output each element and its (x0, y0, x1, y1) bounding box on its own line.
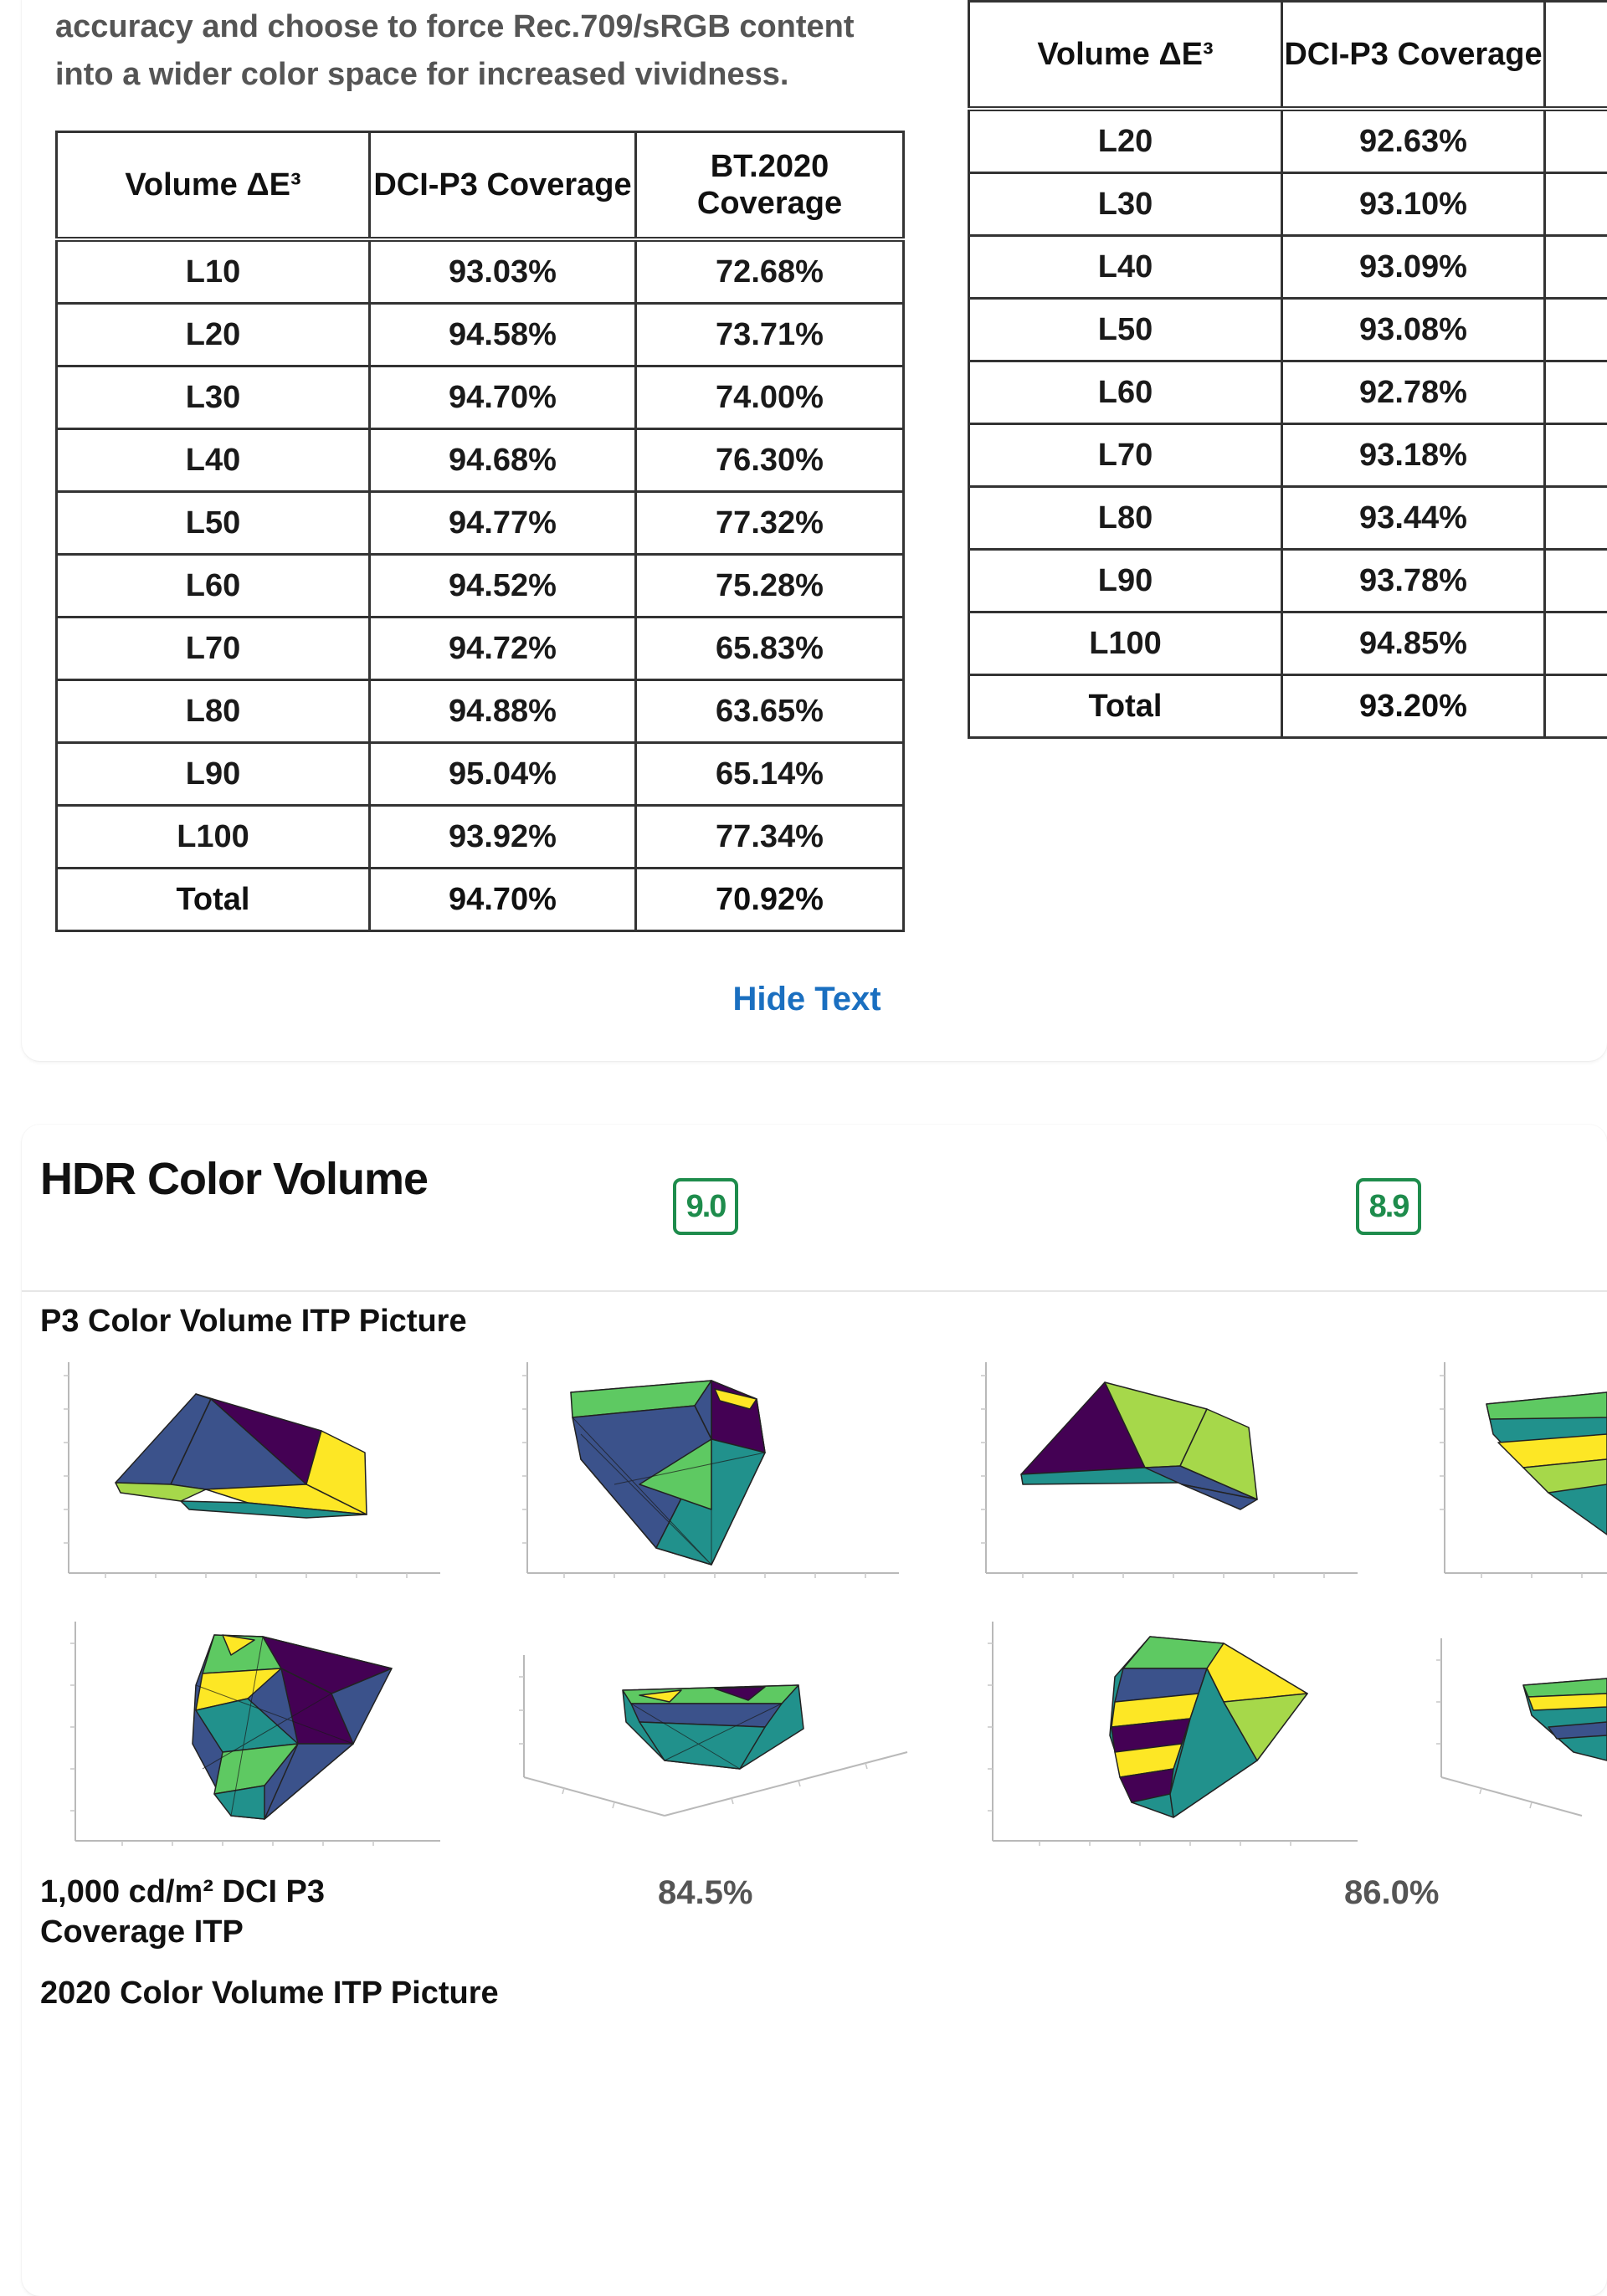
cell-dci-p3: 94.70% (370, 869, 636, 931)
header-dci-p3: DCI-P3 Coverage (1282, 2, 1545, 110)
table-row (57, 492, 904, 555)
cell-level: L80 (57, 680, 370, 743)
table-row (969, 109, 1607, 173)
cell-dci-p3: 93.20% (1282, 675, 1545, 738)
coverage-label-line-2: Coverage ITP (40, 1911, 408, 1953)
coverage-value-1: 84.5% (658, 1874, 752, 1912)
color-volume-plot-2 (514, 1359, 916, 1585)
cell-level: L90 (969, 550, 1282, 612)
table-row (57, 806, 904, 869)
table-row (969, 550, 1607, 612)
cell-dci-p3: 92.63% (1282, 109, 1545, 173)
cell-bt2020 (1545, 236, 1607, 299)
cell-bt2020: 76.30% (636, 429, 904, 492)
table-header-row (969, 2, 1607, 110)
cell-dci-p3: 93.78% (1282, 550, 1545, 612)
score-badge-1: 9.0 (673, 1178, 738, 1235)
cell-bt2020: 77.34% (636, 806, 904, 869)
cell-dci-p3: 93.08% (1282, 299, 1545, 361)
header-bt2020 (1545, 2, 1607, 110)
cell-level: L90 (57, 743, 370, 806)
cell-dci-p3: 94.70% (370, 366, 636, 429)
cell-bt2020: 70.92% (636, 869, 904, 931)
table-row (969, 487, 1607, 550)
cell-level: L20 (57, 304, 370, 366)
cell-bt2020 (1545, 612, 1607, 675)
cell-level: L30 (969, 173, 1282, 236)
table-total-row (57, 869, 904, 931)
cell-bt2020: 72.68% (636, 239, 904, 304)
cell-bt2020: 75.28% (636, 555, 904, 618)
intro-line-1: accuracy and choose to force Rec.709/sRGB content (55, 3, 892, 51)
cell-level: L20 (969, 109, 1282, 173)
cell-bt2020 (1545, 550, 1607, 612)
cell-dci-p3: 93.09% (1282, 236, 1545, 299)
cell-dci-p3: 92.78% (1282, 361, 1545, 424)
table-row (57, 239, 904, 304)
color-volume-plot-7 (973, 1618, 1374, 1853)
cell-level: L50 (969, 299, 1282, 361)
cell-level: L70 (969, 424, 1282, 487)
cell-level: L60 (57, 555, 370, 618)
cell-level: Total (969, 675, 1282, 738)
table-total-row (969, 675, 1607, 738)
table-row (57, 555, 904, 618)
cell-level: L80 (969, 487, 1282, 550)
cell-level: L100 (969, 612, 1282, 675)
dci-p3-coverage-label (40, 1871, 408, 1953)
cell-level: L60 (969, 361, 1282, 424)
cell-bt2020: 73.71% (636, 304, 904, 366)
table-header-row (57, 132, 904, 240)
cell-dci-p3: 94.77% (370, 492, 636, 555)
volume-table-right (968, 0, 1607, 739)
table-row (57, 680, 904, 743)
table-row (57, 304, 904, 366)
color-volume-plot-1 (55, 1359, 457, 1585)
cell-bt2020: 74.00% (636, 366, 904, 429)
hide-text-label: Hide Text (732, 981, 881, 1017)
cell-bt2020 (1545, 299, 1607, 361)
cell-level: L40 (57, 429, 370, 492)
cell-bt2020 (1545, 424, 1607, 487)
color-volume-plot-6 (514, 1652, 916, 1836)
cell-dci-p3: 93.44% (1282, 487, 1545, 550)
table-row (57, 429, 904, 492)
cell-level: L50 (57, 492, 370, 555)
cell-level: L10 (57, 239, 370, 304)
volume-table-left (55, 131, 905, 932)
color-volume-plot-5 (55, 1618, 457, 1853)
table-row (57, 743, 904, 806)
cell-dci-p3: 94.58% (370, 304, 636, 366)
section-title: HDR Color Volume (40, 1153, 428, 1205)
cell-dci-p3: 93.10% (1282, 173, 1545, 236)
cell-level: L30 (57, 366, 370, 429)
cell-level: Total (57, 869, 370, 931)
color-volume-plot-3 (973, 1359, 1374, 1585)
cell-dci-p3: 94.85% (1282, 612, 1545, 675)
header-dci-p3: DCI-P3 Coverage (370, 132, 636, 240)
p3-color-volume-label: P3 Color Volume ITP Picture (40, 1300, 467, 1342)
header-volume: Volume ΔE³ (57, 132, 370, 240)
cell-dci-p3: 94.68% (370, 429, 636, 492)
cell-bt2020: 77.32% (636, 492, 904, 555)
coverage-value-2: 86.0% (1344, 1874, 1439, 1912)
color-volume-plot-4-cropped (1431, 1359, 1607, 1585)
intro-line-2: into a wider color space for increased vividness. (55, 51, 892, 99)
table-row (969, 361, 1607, 424)
color-volume-plot-8-cropped (1431, 1635, 1607, 1853)
cell-bt2020 (1545, 173, 1607, 236)
cell-level: L100 (57, 806, 370, 869)
section-divider (22, 1290, 1607, 1292)
table-row (969, 299, 1607, 361)
cell-level: L70 (57, 618, 370, 680)
cell-dci-p3: 93.92% (370, 806, 636, 869)
score-badge-2: 8.9 (1356, 1178, 1421, 1235)
cell-bt2020 (1545, 487, 1607, 550)
cell-bt2020 (1545, 361, 1607, 424)
hide-text-link[interactable] (0, 981, 1607, 1018)
cell-bt2020: 65.14% (636, 743, 904, 806)
bt2020-color-volume-label: 2020 Color Volume ITP Picture (40, 1972, 499, 2014)
table-row (969, 236, 1607, 299)
coverage-label-line-1: 1,000 cd/m² DCI P3 (40, 1871, 408, 1913)
cell-dci-p3: 94.52% (370, 555, 636, 618)
table-row (969, 424, 1607, 487)
cell-level: L40 (969, 236, 1282, 299)
cell-dci-p3: 94.72% (370, 618, 636, 680)
cell-bt2020 (1545, 675, 1607, 738)
cell-bt2020: 63.65% (636, 680, 904, 743)
header-volume: Volume ΔE³ (969, 2, 1282, 110)
table-row (969, 612, 1607, 675)
cell-bt2020 (1545, 109, 1607, 173)
cell-dci-p3: 94.88% (370, 680, 636, 743)
cell-dci-p3: 95.04% (370, 743, 636, 806)
intro-text (55, 3, 892, 99)
table-row (57, 618, 904, 680)
cell-dci-p3: 93.18% (1282, 424, 1545, 487)
cell-bt2020: 65.83% (636, 618, 904, 680)
table-row (57, 366, 904, 429)
table-row (969, 173, 1607, 236)
header-bt2020: BT.2020 Coverage (636, 132, 904, 240)
cell-dci-p3: 93.03% (370, 239, 636, 304)
